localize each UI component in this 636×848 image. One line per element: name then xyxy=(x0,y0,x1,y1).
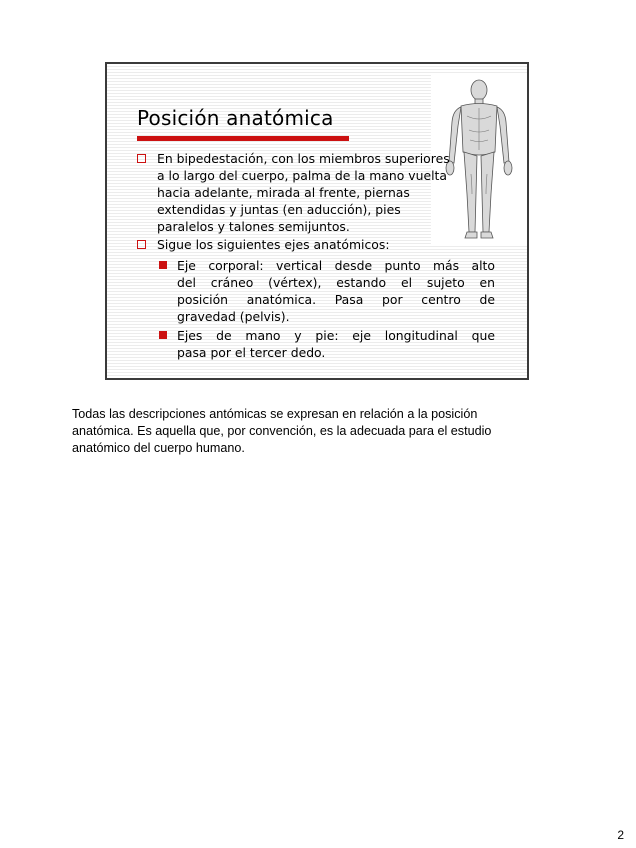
bullet-line: extendidas y juntas (en aducción), pies xyxy=(157,202,401,217)
bullet-bipedestacion xyxy=(157,150,497,235)
subbullet-eje-corporal xyxy=(177,257,495,325)
caption-text xyxy=(72,406,542,457)
subbullet-line: del cráneo (vértex), estando el sujeto en xyxy=(177,275,495,290)
bullet-line: paralelos y talones semijuntos. xyxy=(157,219,350,234)
slide xyxy=(105,62,529,380)
subbullet-line: gravedad (pelvis). xyxy=(177,309,290,324)
bullet-line: Sigue los siguientes ejes anatómicos: xyxy=(157,237,390,252)
solid-square-bullet-icon xyxy=(159,261,167,269)
bullet-line: a lo largo del cuerpo, palma de la mano vuelta xyxy=(157,168,448,183)
caption-line: Todas las descripciones antómicas se expresan en relación a la posición xyxy=(72,407,478,421)
subbullet-line: pasa por el tercer dedo. xyxy=(177,345,326,360)
bullet-line: En bipedestación, con los miembros superiores xyxy=(157,151,450,166)
title-underline xyxy=(137,136,349,141)
bullet-line: hacia adelante, mirada al frente, piernas xyxy=(157,185,410,200)
page-number: 2 xyxy=(617,828,624,842)
bullet-ejes xyxy=(157,236,497,253)
caption-line: anatómico del cuerpo humano. xyxy=(72,441,245,455)
solid-square-bullet-icon xyxy=(159,331,167,339)
subbullet-line: posición anatómica. Pasa por centro de xyxy=(177,292,495,307)
subbullet-ejes-mano-pie xyxy=(177,327,495,361)
caption-line: anatómica. Es aquella que, por convención, es la adecuada para el estudio xyxy=(72,424,492,438)
subbullet-line: Eje corporal: vertical desde punto más alto xyxy=(177,258,495,273)
hollow-square-bullet-icon xyxy=(137,240,146,249)
slide-title: Posición anatómica xyxy=(137,106,334,130)
subbullet-line: Ejes de mano y pie: eje longitudinal que xyxy=(177,328,495,343)
hollow-square-bullet-icon xyxy=(137,154,146,163)
